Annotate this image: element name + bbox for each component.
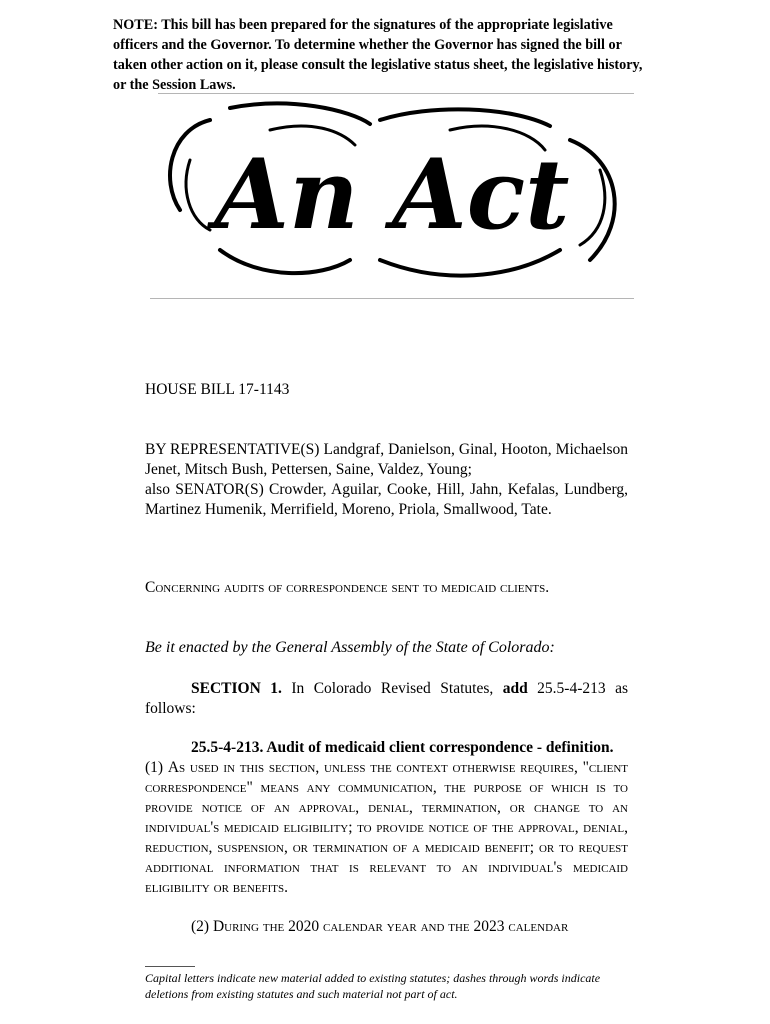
statute-text: [145, 738, 628, 898]
section-text-after: 25.5-4-213 as follows:: [145, 680, 628, 717]
section-action: add: [502, 680, 528, 697]
legislative-note: NOTE: This bill has been prepared for the signatures of the appropriate legislative officers and the Governor. To determine whether the Governor has signed the bill or taken other action on it, please consult the legislative status sheet, the legislative history, or the Session Laws.: [113, 17, 643, 93]
subsection-2-number: (2): [191, 918, 210, 935]
banner-flourish: [380, 109, 550, 126]
bill-title: Concerning audits of correspondence sent to medicaid clients.: [145, 579, 550, 596]
an-act-banner: [150, 100, 635, 292]
banner-flourish: [230, 103, 370, 124]
banner-bottom-rule: [150, 298, 634, 299]
banner-flourish: [220, 250, 350, 273]
subsection-2: [145, 917, 628, 937]
section-text-before: In Colorado Revised Statutes,: [291, 680, 494, 697]
banner-flourish: [580, 170, 605, 245]
enacting-clause: Be it enacted by the General Assembly of the State of Colorado:: [145, 639, 555, 656]
section-1: [145, 679, 628, 719]
house-sponsors: BY REPRESENTATIVE(S) Landgraf, Danielson, Ginal, Hooton, Michaelson Jenet, Mitsch Bush, Pettersen, Saine, Valdez, Young;: [145, 441, 628, 478]
subsection-1-number: (1): [145, 759, 164, 776]
banner-top-rule: [158, 93, 634, 94]
sponsors: [145, 440, 628, 520]
subsection-2-text: During the 2020 calendar year and the 2023 calendar: [212, 918, 569, 935]
section-label: SECTION 1.: [191, 680, 282, 697]
statute-heading: 25.5-4-213. Audit of medicaid client correspondence - definition.: [191, 739, 614, 756]
banner-flourish: [380, 250, 560, 276]
bill-number: HOUSE BILL 17-1143: [145, 381, 290, 398]
footnote: Capital letters indicate new material added to existing statutes; dashes through words indicate deletions from existing statutes and such material not part of act.: [145, 971, 601, 1001]
subsection-1-text: As used in this section, unless the context otherwise requires, "client correspondence" means any communication, the purpose of which is to provide notice of an approval, denial, termination, or change to an individual's medicaid eligibility; to provide notice of the approval, denial, reduction, suspension, or termination of a medicaid benefit; or to request additional information that is relevant to an individual's medicaid eligibility or benefits.: [145, 759, 628, 896]
banner-flourish: [186, 160, 210, 230]
banner-text: An Act: [214, 138, 570, 251]
banner-flourish: [570, 140, 615, 260]
footnote-rule: [145, 966, 195, 967]
senate-sponsors: also SENATOR(S) Crowder, Aguilar, Cooke, Hill, Jahn, Kefalas, Lundberg, Martinez Humenik, Merrifield, Moreno, Priola, Smallwood, Tate.: [145, 481, 628, 518]
